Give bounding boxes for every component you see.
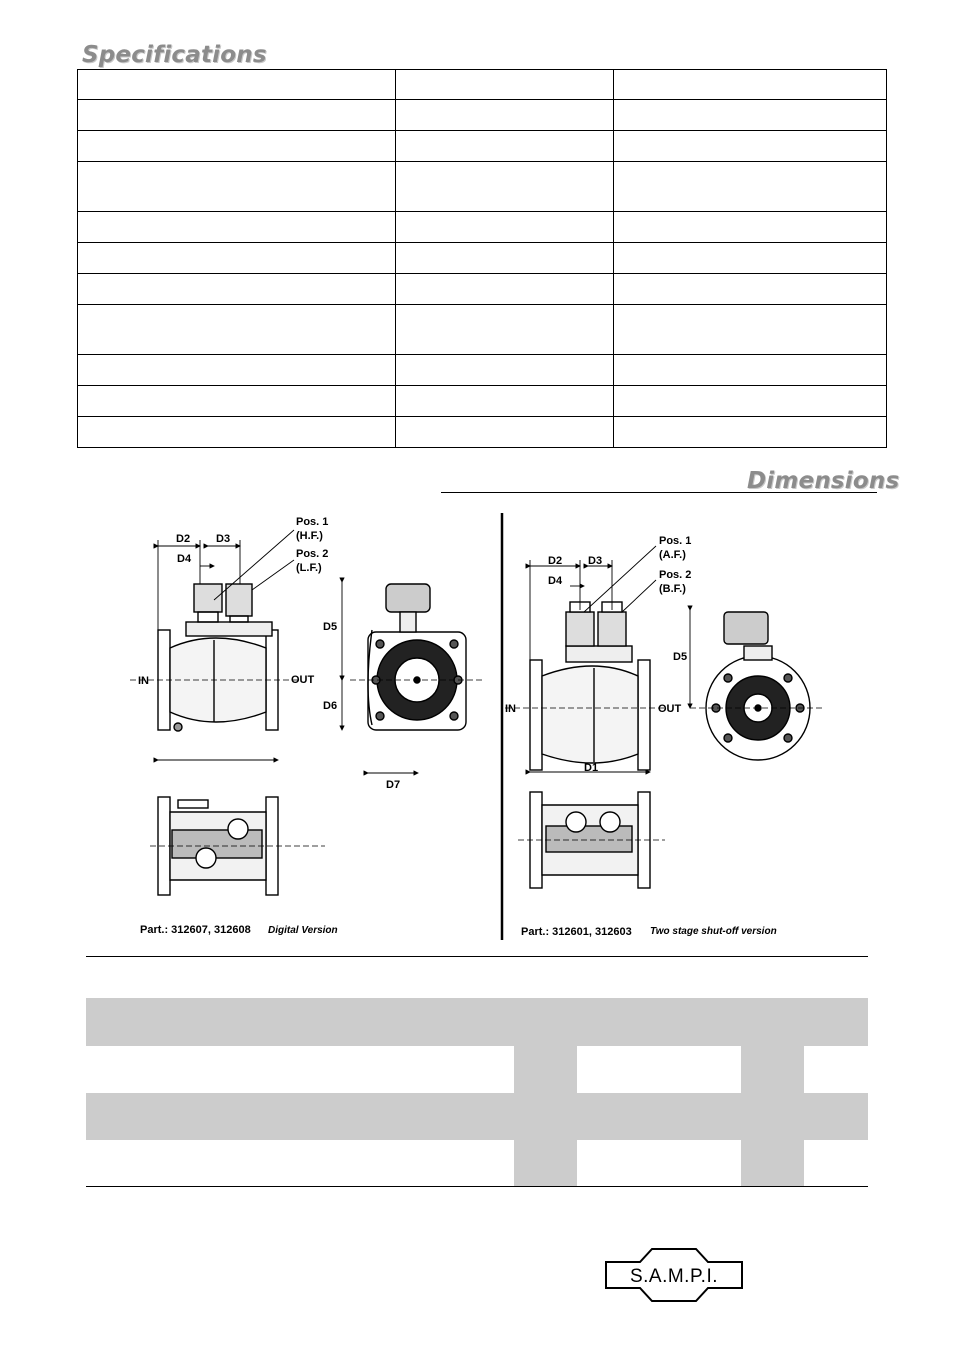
dimensions-heading: Dimensions: [747, 468, 900, 494]
table-cell: [396, 386, 614, 417]
table-cell: [78, 131, 396, 162]
left-label-d4: D4: [177, 553, 192, 565]
left-pos2: Pos. 2: [296, 548, 329, 560]
table-cell: [78, 355, 396, 386]
left-part-label: Part.: 312607, 312608: [140, 924, 251, 936]
table-cell: [396, 417, 614, 448]
table-cell: [78, 162, 396, 212]
left-label-in: IN: [138, 675, 149, 687]
dimensions-table-header-band: [86, 998, 868, 1046]
dimensions-table-cell-shade: [514, 1140, 577, 1186]
dimensions-table-cell-shade: [741, 1140, 804, 1186]
right-valve-side-view: [505, 602, 665, 770]
table-row: [78, 162, 887, 212]
right-label-d1: D1: [584, 762, 599, 774]
table-cell: [614, 100, 887, 131]
table-cell: [396, 131, 614, 162]
right-pos1: Pos. 1: [659, 535, 692, 547]
table-row: [78, 274, 887, 305]
right-pos2: Pos. 2: [659, 569, 692, 581]
table-cell: [396, 70, 614, 100]
dimensions-table-cell-shade: [741, 1046, 804, 1093]
table-cell: [614, 274, 887, 305]
table-cell: [396, 212, 614, 243]
left-label-d6: D6: [323, 700, 338, 712]
table-row: [78, 305, 887, 355]
left-pos1-sub: (H.F.): [296, 530, 323, 542]
table-cell: [78, 212, 396, 243]
dimensions-table-bottom-rule: [86, 1186, 868, 1187]
table-row: [78, 100, 887, 131]
table-cell: [396, 274, 614, 305]
left-label-d7: D7: [386, 779, 401, 791]
dimension-drawings: [120, 505, 880, 945]
table-row: [78, 243, 887, 274]
table-row: [78, 355, 887, 386]
table-cell: [614, 355, 887, 386]
right-version-label: Two stage shut-off version: [650, 926, 777, 937]
left-valve-front-view: [350, 584, 485, 730]
table-row: [78, 131, 887, 162]
right-part-label: Part.: 312601, 312603: [521, 926, 632, 938]
table-cell: [78, 274, 396, 305]
right-pos2-sub: (B.F.): [659, 583, 686, 595]
table-cell: [78, 386, 396, 417]
left-label-out: OUT: [291, 674, 315, 686]
table-cell: [396, 162, 614, 212]
left-valve-top-view: [150, 797, 325, 895]
left-pos1: Pos. 1: [296, 516, 329, 528]
table-cell: [78, 305, 396, 355]
sampi-logo: [600, 1246, 748, 1304]
left-valve-side-view: [130, 584, 300, 731]
table-cell: [614, 131, 887, 162]
left-label-d5: D5: [323, 621, 338, 633]
left-label-d3: D3: [216, 533, 231, 545]
specifications-table: [77, 69, 887, 448]
table-row: [78, 70, 887, 100]
right-label-out: OUT: [658, 703, 682, 715]
table-cell: [614, 417, 887, 448]
specifications-heading: Specifications: [82, 42, 267, 68]
table-cell: [78, 70, 396, 100]
dimensions-table-top-rule: [86, 956, 868, 957]
left-pos2-sub: (L.F.): [296, 562, 322, 574]
right-pos1-sub: (A.F.): [659, 549, 686, 561]
table-cell: [614, 243, 887, 274]
right-label-d4: D4: [548, 575, 563, 587]
table-row: [78, 212, 887, 243]
table-cell: [614, 305, 887, 355]
table-cell: [614, 70, 887, 100]
table-cell: [396, 243, 614, 274]
right-valve-top-view: [518, 792, 665, 888]
table-cell: [78, 417, 396, 448]
left-label-d2: D2: [176, 533, 191, 545]
table-row: [78, 386, 887, 417]
table-cell: [614, 386, 887, 417]
table-cell: [614, 212, 887, 243]
right-label-in: IN: [505, 703, 516, 715]
right-label-d2: D2: [548, 555, 563, 567]
dimensions-table-cell-shade: [514, 1046, 577, 1093]
right-valve-front-view: [690, 612, 825, 760]
dimensions-table-row-band: [86, 1093, 868, 1140]
table-row: [78, 417, 887, 448]
table-cell: [78, 243, 396, 274]
right-label-d5: D5: [673, 651, 688, 663]
table-cell: [396, 305, 614, 355]
table-cell: [78, 100, 396, 131]
logo-text: S.A.M.P.I.: [629, 1266, 719, 1287]
table-cell: [614, 162, 887, 212]
right-label-d3: D3: [588, 555, 603, 567]
left-version-label: Digital Version: [268, 925, 338, 936]
table-cell: [396, 100, 614, 131]
table-cell: [396, 355, 614, 386]
